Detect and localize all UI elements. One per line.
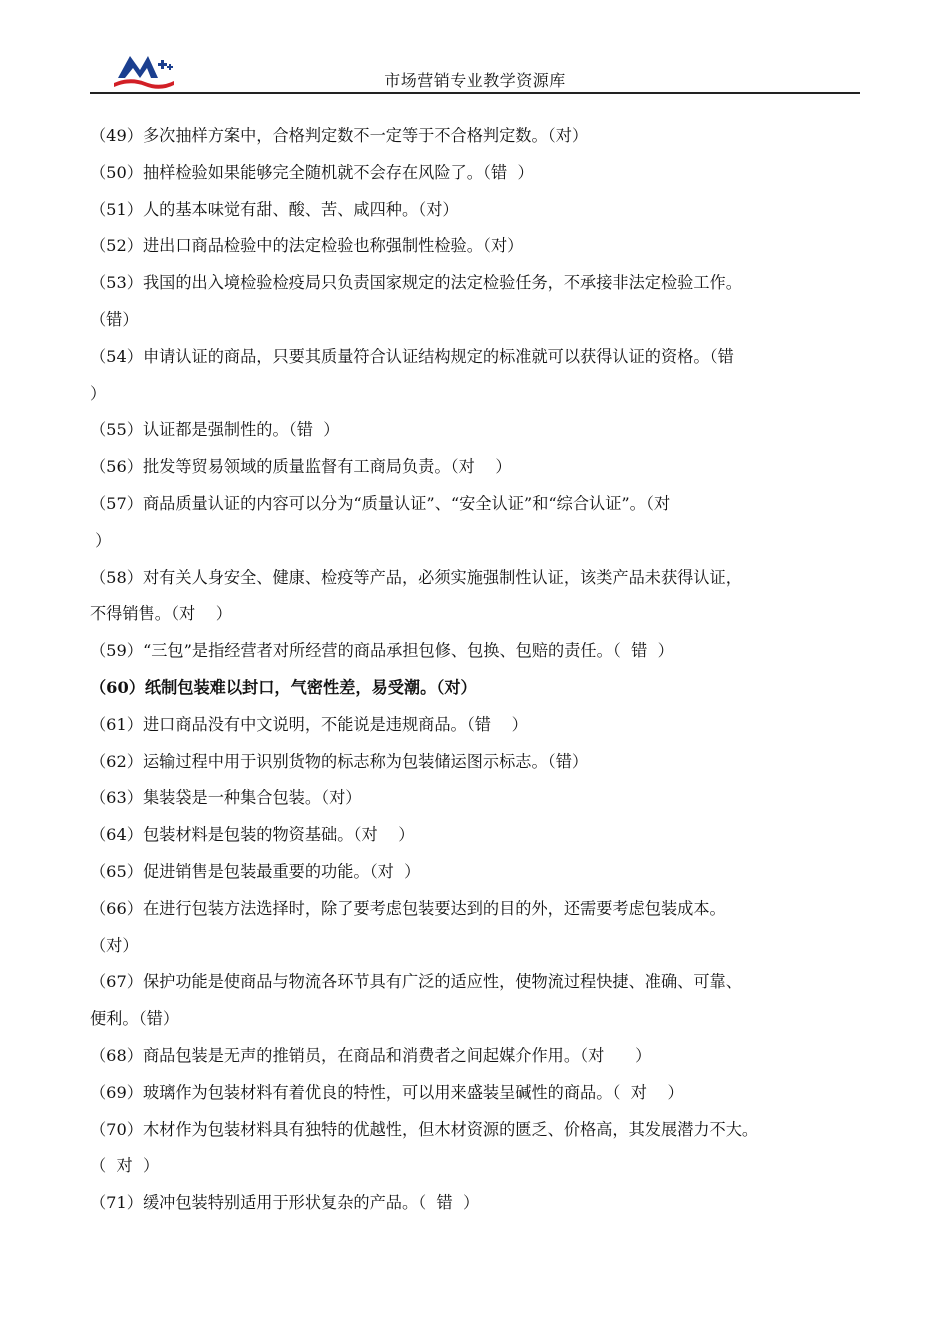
text-line: （67）保护功能是使商品与物流各环节具有广泛的适应性，使物流过程快捷、准确、可靠、 [90, 972, 742, 992]
text-line: （64）包装材料是包装的物资基础。（对 ） [90, 825, 415, 845]
text-line: （65）促进销售是包装最重要的功能。（对 ） [90, 861, 421, 881]
text-line: （68）商品包装是无声的推销员，在商品和消费者之间起媒介作用。（对 ） [90, 1045, 652, 1065]
text-line: （60）纸制包装难以封口，气密性差，易受潮。（对） [90, 677, 477, 697]
page-header [90, 40, 860, 94]
text-line: （对） [90, 935, 139, 955]
header-divider [90, 92, 860, 94]
text-line: （59）“三包”是指经营者对所经营的商品承担包修、包换、包赔的责任。（ 错 ） [90, 641, 674, 661]
text-line: （63）集装袋是一种集合包装。（对） [90, 788, 362, 808]
text-line: （61）进口商品没有中文说明，不能说是违规商品。（错 ） [90, 714, 528, 734]
text-line: （62）运输过程中用于识别货物的标志称为包装储运图示标志。（错） [90, 751, 589, 771]
text-line: 便利。（错） [90, 1009, 180, 1029]
text-line: （49）多次抽样方案中，合格判定数不一定等于不合格判定数。（对） [90, 126, 589, 145]
text-line: ） [90, 530, 112, 550]
text-line: （70）木材作为包装材料具有独特的优越性，但木材资源的匮乏、价格高，其发展潜力不大。 [90, 1119, 759, 1139]
header-title: 市场营销专业教学资源库 [384, 71, 566, 90]
text-line: （ 对 ） [90, 1156, 160, 1176]
text-line: （69）玻璃作为包装材料有着优良的特性，可以用来盛装呈碱性的商品。（ 对 ） [90, 1082, 684, 1102]
question-list [90, 118, 870, 1222]
text-line: （71）缓冲包装特别适用于形状复杂的产品。（ 错 ） [90, 1193, 480, 1213]
text-line: （52）进出口商品检验中的法定检验也称强制性检验。（对） [90, 236, 524, 256]
text-line: （54）申请认证的商品，只要其质量符合认证结构规定的标准就可以获得认证的资格。（错 [90, 346, 734, 366]
text-line: （50）抽样检验如果能够完全随机就不会存在风险了。（错 ） [90, 162, 534, 182]
text-line: （51）人的基本味觉有甜、酸、苦、咸四种。（对） [90, 199, 459, 219]
text-line: 不得销售。（对 ） [90, 604, 232, 624]
text-line: （55）认证都是强制性的。（错 ） [90, 420, 340, 440]
text-line: （58）对有关人身安全、健康、检疫等产品，必须实施强制性认证，该类产品未获得认证， [90, 567, 742, 587]
text-line: （错） [90, 309, 139, 329]
text-line: （56）批发等贸易领域的质量监督有工商局负责。（对 ） [90, 457, 512, 477]
text-line: （53）我国的出入境检验检疫局只负责国家规定的法定检验任务，不承接非法定检验工作。 [90, 273, 742, 293]
text-line: （57）商品质量认证的内容可以分为“质量认证”、“安全认证”和“综合认证”。（对 [90, 493, 671, 513]
text-line: （66）在进行包装方法选择时，除了要考虑包装要达到的目的外，还需要考虑包装成本。 [90, 898, 726, 918]
text-line: ） [90, 383, 107, 403]
